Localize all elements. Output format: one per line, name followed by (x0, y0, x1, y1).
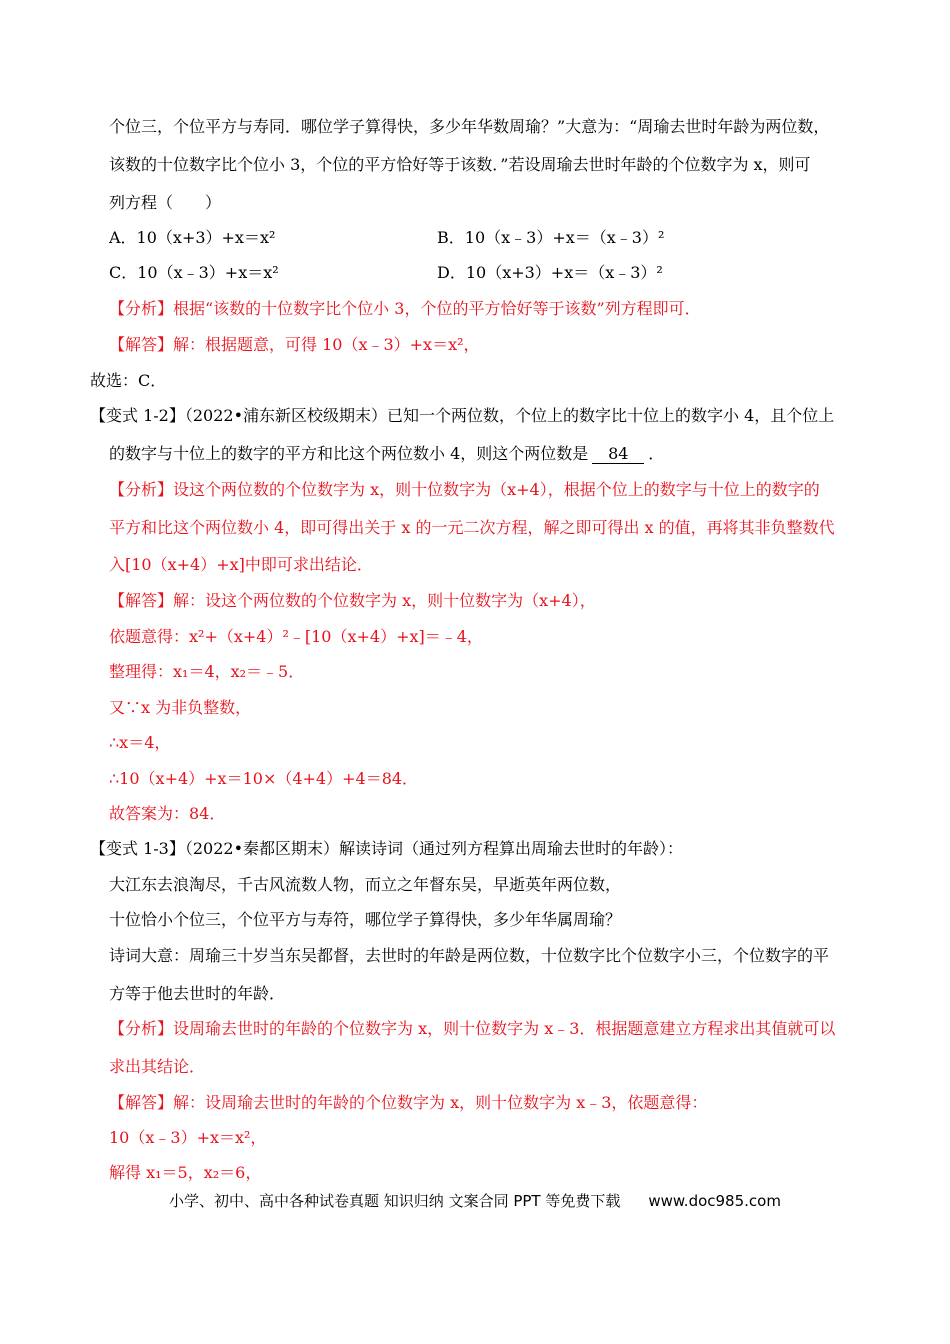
option-b: B．10（x﹣3）+x＝（x﹣3）² (437, 228, 665, 247)
answer-blank: 84 (592, 445, 644, 464)
solution-2-line-2: 依题意得：x²+（x+4）²﹣[10（x+4）+x]＝﹣4， (109, 627, 483, 646)
solution-3-line-3: 解得 x₁＝5，x₂＝6， (109, 1163, 262, 1182)
option-d: D．10（x+3）+x＝（x﹣3）² (437, 263, 663, 282)
solution-2-line-3: 整理得：x₁＝4，x₂＝﹣5． (109, 662, 305, 681)
analysis-2-line-2: 平方和比这个两位数小 4，即可得出关于 x 的一元二次方程，解之即可得出 x 的值，再将其非负整数代 (109, 518, 835, 537)
meaning-line-1: 诗词大意：周瑜三十岁当东吴都督，去世时的年龄是两位数，十位数字比个位数字小三，个位数字的平 (109, 946, 830, 965)
solution-3-line-2: 10（x﹣3）+x＝x²， (109, 1128, 267, 1147)
poem-line-1: 大江东去浪淘尽，千古风流数人物，而立之年督东吴，早逝英年两位数， (109, 875, 622, 894)
problem-line-1: 个位三，个位平方与寿同．哪位学子算得快，多少年华数周瑜？”大意为：“周瑜去世时年龄为两位数， (109, 117, 830, 136)
choice-1: 故选：C． (90, 371, 167, 390)
footer-text: 小学、初中、高中各种试卷真题 知识归纳 文案合同 PPT 等免费下载 (169, 1192, 621, 1210)
variant-1-2-text: 的数字与十位上的数字的平方和比这个两位数小 4，则这个两位数是 (109, 444, 589, 463)
solution-2-line-6: ∴10（x+4）+x＝10×（4+4）+4＝84． (109, 769, 419, 788)
solution-2-line-4: 又∵x 为非负整数， (109, 698, 252, 717)
analysis-3-line-2: 求出其结论． (109, 1057, 206, 1076)
option-c: C．10（x﹣3）+x＝x² (109, 263, 279, 282)
option-a: A．10（x+3）+x＝x² (109, 228, 276, 247)
solution-3-line-1: 【解答】解：设周瑜去世时的年龄的个位数字为 x，则十位数字为 x﹣3，依题意得： (109, 1093, 708, 1112)
meaning-line-2: 方等于他去世时的年龄． (109, 984, 286, 1003)
solution-2-line-1: 【解答】解：设这个两位数的个位数字为 x，则十位数字为（x+4）， (109, 591, 596, 610)
page-footer (0, 1190, 950, 1211)
solution-2-line-7: 故答案为：84． (109, 804, 226, 823)
answer-1: 【解答】解：根据题意，可得 10（x﹣3）+x＝x²， (109, 335, 480, 354)
problem-line-3: 列方程（ ） (109, 193, 222, 212)
analysis-1: 【分析】根据“该数的十位数字比个位小 3，个位的平方恰好等于该数”列方程即可． (109, 299, 701, 318)
variant-1-2-title: 【变式 1-2】（2022•浦东新区校级期末）已知一个两位数，个位上的数字比十位上的数字小 4，且个位上 (90, 406, 835, 425)
poem-line-2: 十位恰小个位三，个位平方与寿符，哪位学子算得快，多少年华属周瑜？ (109, 910, 622, 929)
solution-2-line-5: ∴x＝4， (109, 733, 171, 752)
variant-1-3-title: 【变式 1-3】（2022•秦都区期末）解读诗词（通过列方程算出周瑜去世时的年龄）： (90, 839, 684, 858)
variant-1-2-line-2 (109, 443, 664, 465)
analysis-3-line-1: 【分析】设周瑜去世时的年龄的个位数字为 x，则十位数字为 x﹣3．根据题意建立方程求出其值就可以 (109, 1019, 836, 1038)
problem-line-2: 该数的十位数字比个位小 3，个位的平方恰好等于该数．”若设周瑜去世时年龄的个位数字为 x，则可 (109, 155, 811, 174)
variant-1-2-end: ． (648, 444, 665, 463)
analysis-2-line-3: 入[10（x+4）+x]中即可求出结论． (109, 555, 373, 574)
footer-url[interactable]: www.doc985.com (648, 1192, 781, 1210)
analysis-2-line-1: 【分析】设这个两位数的个位数字为 x，则十位数字为（x+4），根据个位上的数字与十位上的数字的 (109, 480, 820, 499)
